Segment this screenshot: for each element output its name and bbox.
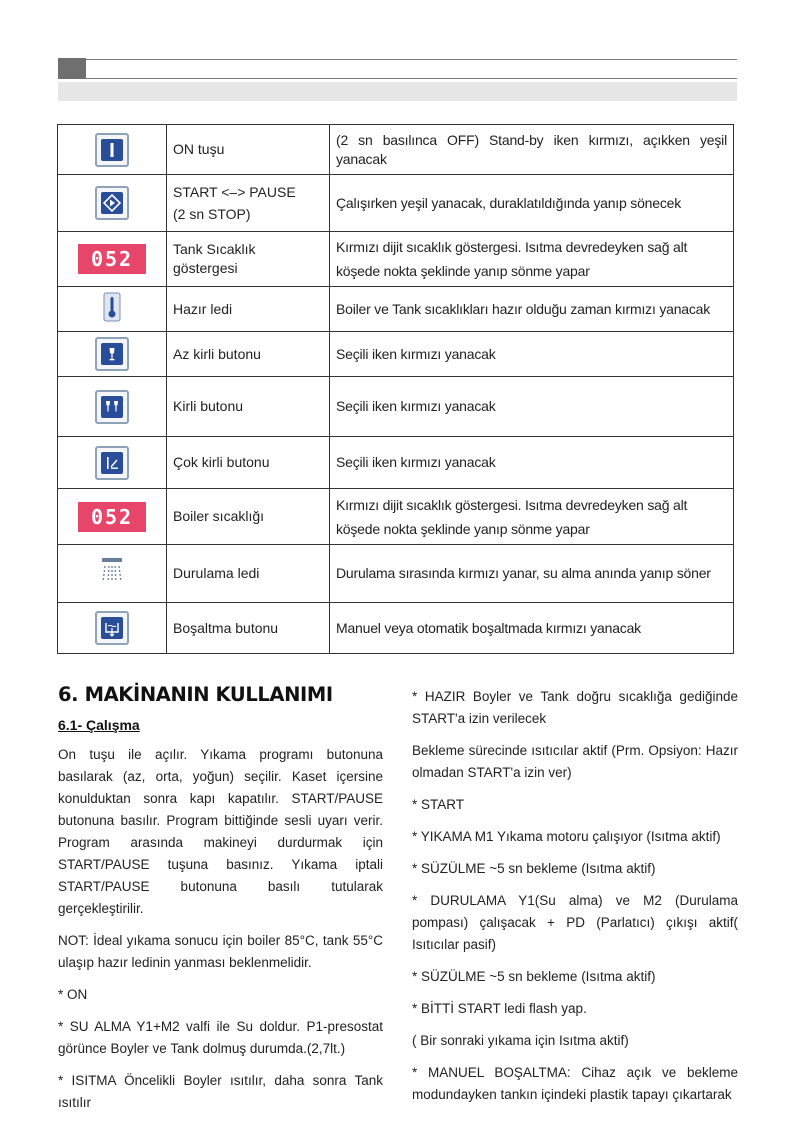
section-title: 6. MAKİNANIN KULLANIMI	[58, 683, 333, 706]
paragraph: * HAZIR Boyler ve Tank doğru sıcaklığa gediğinde START'a izin verilecek	[412, 689, 738, 726]
row-desc: Seçili iken kırmızı yanacak	[330, 437, 734, 489]
row-name: ON tuşu	[167, 125, 330, 175]
table-row	[58, 287, 734, 332]
row-desc: Durulama sırasında kırmızı yanar, su alma anında yanıp söner	[330, 545, 734, 603]
power-icon	[95, 133, 129, 167]
row-name: Çok kirli butonu	[167, 437, 330, 489]
row-name: START <–> PAUSE	[173, 184, 296, 200]
row-name: Tank Sıcaklık göstergesi	[167, 232, 330, 287]
start-pause-icon	[95, 186, 129, 220]
paragraph: * SÜZÜLME ~5 sn bekleme (Isıtma aktif)	[412, 861, 656, 876]
row-desc: Seçili iken kırmızı yanacak	[330, 377, 734, 437]
table-row	[58, 437, 734, 489]
row-desc: Boiler ve Tank sıcaklıkları hazır olduğu zaman kırmızı yanacak	[330, 287, 734, 332]
icon-cell	[58, 287, 167, 332]
section-subtitle: 6.1- Çalışma	[58, 717, 140, 733]
heavy-dirty-icon	[95, 446, 129, 480]
header-rule-lower	[86, 78, 737, 79]
icon-cell	[58, 125, 167, 175]
icon-cell	[58, 489, 167, 545]
table-row	[58, 332, 734, 377]
two-glasses-icon	[95, 390, 129, 424]
seven-segment-display: 052	[78, 502, 146, 532]
paragraph: On tuşu ile açılır. Yıkama programı butonuna basılarak (az, orta, yoğun) seçilir. Kaset içersine konulduktan sonra kapı kapatılır. START/PAUSE butonuna basılır. Program bittiğinde sesli uyarı verir. Program arasında makineyi durdurmak için START/PAUSE tuşuna basınız. Yıkama iptali START/PAUSE butonuna basılı tutularak gerçekleştirilir.	[58, 747, 383, 916]
table-row	[58, 175, 734, 232]
icon-cell	[58, 377, 167, 437]
paragraph: * ISITMA Öncelikli Boyler ısıtılır, daha sonra Tank ısıtılır	[58, 1073, 383, 1110]
icon-cell	[58, 603, 167, 654]
row-desc: Kırmızı dijit sıcaklık göstergesi. Isıtma devredeyken sağ alt köşede nokta şeklinde yanıp sönme yapar	[330, 489, 734, 545]
paragraph: * DURULAMA Y1(Su alma) ve M2 (Durulama pompası) çalışacak + PD (Parlatıcı) çıkışı aktif( Isıtıcılar pasif)	[412, 893, 738, 952]
paragraph: * YIKAMA M1 Yıkama motoru çalışıyor (Isıtma aktif)	[412, 829, 721, 844]
table-row	[58, 125, 734, 175]
table-row	[58, 232, 734, 287]
paragraph: * ON	[58, 987, 88, 1002]
row-desc: Çalışırken yeşil yanacak, duraklatıldığında yanıp sönecek	[330, 175, 734, 232]
seven-segment-display: 052	[78, 244, 146, 274]
paragraph: Bekleme sürecinde ısıtıcılar aktif (Prm. Opsiyon: Hazır olmadan START'a izin ver)	[412, 743, 738, 780]
control-panel-table	[57, 124, 734, 654]
icon-cell	[58, 232, 167, 287]
icon-cell	[58, 545, 167, 603]
paragraph: * BİTTİ START ledi flash yap.	[412, 1001, 587, 1016]
thermometer-icon	[103, 292, 121, 327]
glass-icon	[95, 337, 129, 371]
row-desc: Manuel veya otomatik boşaltmada kırmızı yanacak	[330, 603, 734, 654]
row-name: Hazır ledi	[167, 287, 330, 332]
paragraph: * MANUEL BOŞALTMA: Cihaz açık ve bekleme modundayken tankın içindeki plastik tapayı çıkartarak	[412, 1065, 738, 1102]
row-name: Boiler sıcaklığı	[167, 489, 330, 545]
row-name: Kirli butonu	[167, 377, 330, 437]
paragraph: ( Bir sonraki yıkama için Isıtma aktif)	[412, 1033, 629, 1048]
paragraph: * START	[412, 797, 465, 812]
drain-icon	[95, 611, 129, 645]
paragraph: NOT: İdeal yıkama sonucu için boiler 85°C, tank 55°C ulaşıp hazır ledinin yanması beklenmelidir.	[58, 933, 383, 970]
table-row	[58, 377, 734, 437]
header-rule	[86, 59, 737, 60]
table-row	[58, 603, 734, 654]
row-name: Durulama ledi	[167, 545, 330, 603]
header-band	[58, 82, 737, 101]
row-name-sub: (2 sn STOP)	[173, 206, 251, 222]
header-marker	[58, 58, 86, 79]
row-name: Az kirli butonu	[167, 332, 330, 377]
row-desc: Seçili iken kırmızı yanacak	[330, 332, 734, 377]
icon-cell	[58, 332, 167, 377]
right-column	[412, 686, 738, 1116]
paragraph: * SU ALMA Y1+M2 valfi ile Su doldur. P1-presostat görünce Boyler ve Tank dolmuş durumda.(2,7lt.)	[58, 1019, 383, 1056]
row-name: Boşaltma butonu	[167, 603, 330, 654]
row-desc: (2 sn basılınca OFF) Stand-by iken kırmızı, açıkken yeşil yanacak	[330, 125, 734, 175]
rinse-shower-icon	[99, 556, 125, 591]
table-row	[58, 545, 734, 603]
left-column	[58, 684, 383, 1124]
row-desc: Kırmızı dijit sıcaklık göstergesi. Isıtma devredeyken sağ alt köşede nokta şeklinde yanıp sönme yapar	[330, 232, 734, 287]
table-row	[58, 489, 734, 545]
paragraph: * SÜZÜLME ~5 sn bekleme (Isıtma aktif)	[412, 969, 656, 984]
icon-cell	[58, 437, 167, 489]
icon-cell	[58, 175, 167, 232]
